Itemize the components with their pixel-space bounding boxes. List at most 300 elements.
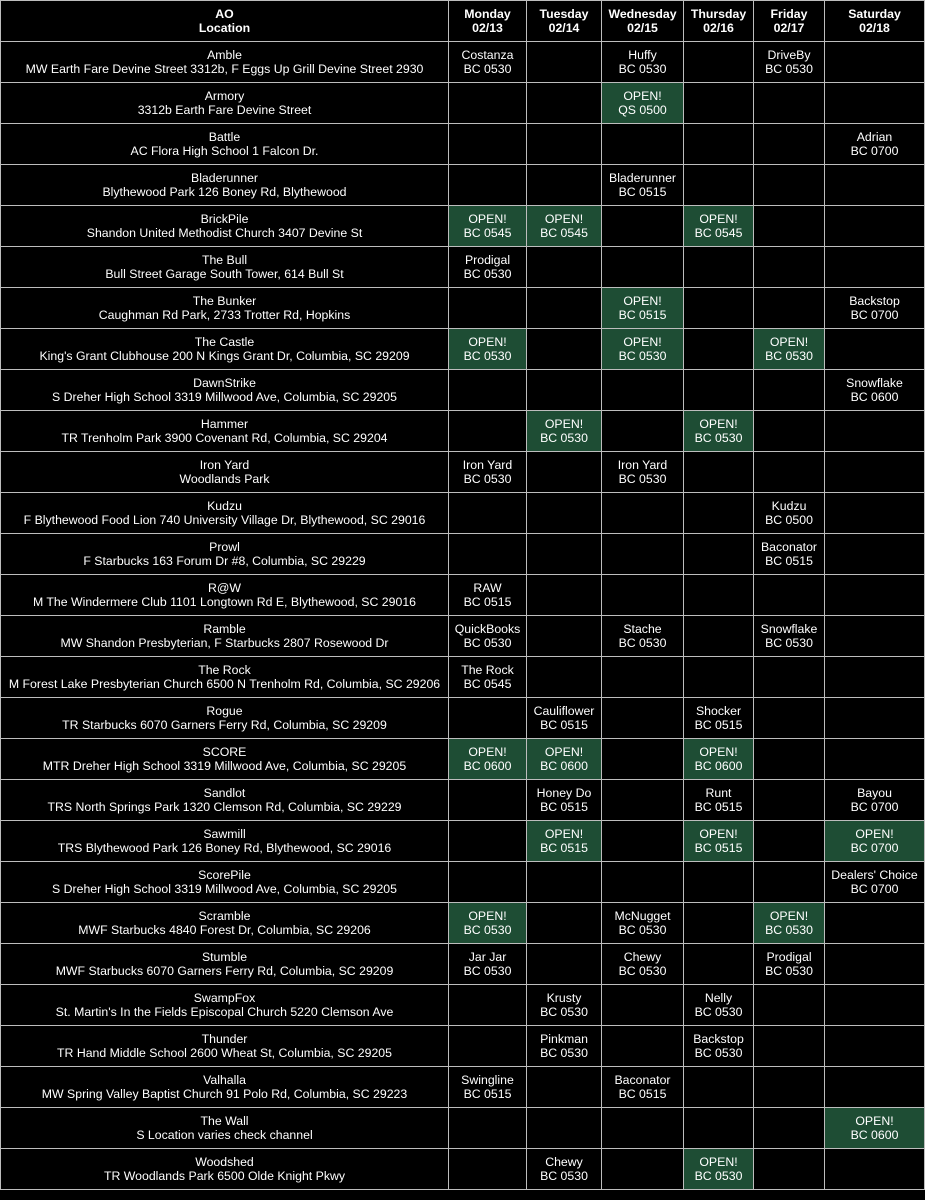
workout-time: BC 0700 xyxy=(850,144,899,158)
open-slot-cell xyxy=(602,83,684,124)
empty-cell xyxy=(684,165,754,206)
q-name: Prodigal xyxy=(464,253,511,267)
ao-location: TR Woodlands Park 6500 Olde Knight Pkwy xyxy=(103,1169,346,1183)
empty-cell xyxy=(449,370,527,411)
q-assignment-cell xyxy=(449,452,527,493)
workout-time: BC 0515 xyxy=(463,595,512,609)
empty-cell xyxy=(684,534,754,575)
q-assignment-cell xyxy=(527,1149,602,1190)
q-assignment-cell xyxy=(754,493,825,534)
workout-time: BC 0545 xyxy=(540,226,588,240)
workout-time: BC 0530 xyxy=(694,1046,743,1060)
table-row xyxy=(1,903,925,944)
empty-cell xyxy=(602,1149,684,1190)
header-day-tuesday xyxy=(527,1,602,42)
header-day-saturday xyxy=(825,1,925,42)
q-name: Bayou xyxy=(857,786,892,800)
q-assignment-cell xyxy=(449,42,527,83)
header-row xyxy=(1,1,925,42)
workout-time: BC 0515 xyxy=(765,554,813,568)
empty-cell xyxy=(684,42,754,83)
q-assignment-cell xyxy=(602,42,684,83)
ao-name: The Castle xyxy=(194,335,255,349)
ao-location-cell xyxy=(1,247,449,288)
q-name: Krusty xyxy=(546,991,582,1005)
empty-cell xyxy=(754,862,825,903)
q-assignment-cell xyxy=(825,288,925,329)
workout-time: BC 0530 xyxy=(463,636,512,650)
empty-cell xyxy=(449,985,527,1026)
empty-cell xyxy=(449,493,527,534)
table-row xyxy=(1,944,925,985)
empty-cell xyxy=(754,1108,825,1149)
q-name: Nelly xyxy=(704,991,733,1005)
header-day-thursday xyxy=(684,1,754,42)
empty-cell xyxy=(754,1149,825,1190)
q-name: Snowflake xyxy=(846,376,903,390)
q-assignment-cell xyxy=(527,698,602,739)
q-assignment-cell xyxy=(825,370,925,411)
empty-cell xyxy=(449,124,527,165)
ao-location: Shandon United Methodist Church 3407 Devine St xyxy=(86,226,363,240)
ao-location-cell xyxy=(1,698,449,739)
table-row xyxy=(1,862,925,903)
ao-name: DawnStrike xyxy=(193,376,256,390)
empty-cell xyxy=(527,616,602,657)
empty-cell xyxy=(754,739,825,780)
table-row xyxy=(1,1149,925,1190)
empty-cell xyxy=(684,329,754,370)
empty-cell xyxy=(527,370,602,411)
empty-cell xyxy=(684,288,754,329)
q-assignment-cell xyxy=(754,534,825,575)
open-slot-cell xyxy=(825,821,925,862)
open-slot-cell xyxy=(449,206,527,247)
q-assignment-cell xyxy=(684,985,754,1026)
ao-location-cell xyxy=(1,985,449,1026)
q-name: OPEN! xyxy=(623,335,662,349)
ao-name: Iron Yard xyxy=(199,458,250,472)
empty-cell xyxy=(754,288,825,329)
workout-time: BC 0530 xyxy=(540,1169,588,1183)
schedule-body xyxy=(1,42,925,1190)
q-name: OPEN! xyxy=(769,335,809,349)
q-name: OPEN! xyxy=(855,1114,894,1128)
empty-cell xyxy=(684,452,754,493)
workout-time: BC 0530 xyxy=(540,431,588,445)
empty-cell xyxy=(602,493,684,534)
ao-name: ScorePile xyxy=(198,868,251,882)
empty-cell xyxy=(684,1108,754,1149)
empty-cell xyxy=(602,411,684,452)
ao-location: TRS Blythewood Park 126 Boney Rd, Blythewood, SC 29016 xyxy=(57,841,392,855)
table-row xyxy=(1,165,925,206)
q-assignment-cell xyxy=(754,944,825,985)
day-date: 02/13 xyxy=(472,21,503,35)
q-name: OPEN! xyxy=(544,212,584,226)
ao-location: MW Earth Fare Devine Street 3312b, F Eggs Up Grill Devine Street 2930 xyxy=(25,62,424,76)
q-assignment-cell xyxy=(449,657,527,698)
ao-location: Bull Street Garage South Tower, 614 Bull St xyxy=(105,267,344,281)
ao-location: S Location varies check channel xyxy=(136,1128,313,1142)
empty-cell xyxy=(684,493,754,534)
empty-cell xyxy=(602,1026,684,1067)
open-slot-cell xyxy=(684,411,754,452)
empty-cell xyxy=(825,739,925,780)
empty-cell xyxy=(527,329,602,370)
q-name: OPEN! xyxy=(699,745,738,759)
ao-location: MWF Starbucks 6070 Garners Ferry Rd, Columbia, SC 29209 xyxy=(55,964,394,978)
ao-location: M Forest Lake Presbyterian Church 6500 N Trenholm Rd, Columbia, SC 29206 xyxy=(8,677,441,691)
header-ao-label: AO xyxy=(215,7,234,21)
q-assignment-cell xyxy=(602,452,684,493)
open-slot-cell xyxy=(754,903,825,944)
q-name: McNugget xyxy=(614,909,671,923)
q-assignment-cell xyxy=(527,780,602,821)
empty-cell xyxy=(825,247,925,288)
q-name: Dealers' Choice xyxy=(831,868,918,882)
workout-time: BC 0600 xyxy=(694,759,743,773)
empty-cell xyxy=(602,575,684,616)
open-slot-cell xyxy=(527,411,602,452)
empty-cell xyxy=(449,534,527,575)
empty-cell xyxy=(449,288,527,329)
q-name: Backstop xyxy=(849,294,900,308)
workout-time: BC 0515 xyxy=(694,841,743,855)
ao-location-cell xyxy=(1,1026,449,1067)
q-name: Huffy xyxy=(628,48,657,62)
empty-cell xyxy=(449,698,527,739)
empty-cell xyxy=(684,370,754,411)
empty-cell xyxy=(825,329,925,370)
ao-name: SwampFox xyxy=(193,991,256,1005)
q-assignment-cell xyxy=(825,124,925,165)
ao-name: Thunder xyxy=(201,1032,248,1046)
ao-location: F Blythewood Food Lion 740 University Village Dr, Blythewood, SC 29016 xyxy=(23,513,426,527)
workout-time: BC 0530 xyxy=(463,472,512,486)
empty-cell xyxy=(754,124,825,165)
open-slot-cell xyxy=(684,821,754,862)
q-name: OPEN! xyxy=(769,909,809,923)
empty-cell xyxy=(527,575,602,616)
table-row xyxy=(1,247,925,288)
empty-cell xyxy=(449,780,527,821)
day-name: Friday xyxy=(770,7,808,21)
empty-cell xyxy=(527,534,602,575)
ao-location-cell xyxy=(1,1067,449,1108)
workout-time: BC 0545 xyxy=(463,226,512,240)
workout-time: BC 0515 xyxy=(540,841,588,855)
empty-cell xyxy=(754,247,825,288)
empty-cell xyxy=(449,1108,527,1149)
q-assignment-cell xyxy=(449,247,527,288)
empty-cell xyxy=(449,1149,527,1190)
ao-location-cell xyxy=(1,124,449,165)
empty-cell xyxy=(754,1067,825,1108)
day-name: Wednesday xyxy=(608,7,677,21)
empty-cell xyxy=(754,452,825,493)
q-name: Snowflake xyxy=(760,622,818,636)
workout-time: BC 0530 xyxy=(765,964,813,978)
ao-location-cell xyxy=(1,493,449,534)
q-name: Bladerunner xyxy=(609,171,676,185)
empty-cell xyxy=(754,821,825,862)
ao-name: The Bull xyxy=(201,253,248,267)
empty-cell xyxy=(527,944,602,985)
ao-location: Caughman Rd Park, 2733 Trotter Rd, Hopkins xyxy=(98,308,351,322)
empty-cell xyxy=(527,42,602,83)
day-name: Monday xyxy=(464,7,511,21)
workout-time: BC 0530 xyxy=(694,431,743,445)
day-date: 02/16 xyxy=(703,21,734,35)
header-day-monday xyxy=(449,1,527,42)
workout-time: BC 0700 xyxy=(850,841,899,855)
day-date: 02/18 xyxy=(859,21,890,35)
workout-time: BC 0600 xyxy=(850,1128,899,1142)
ao-location: King's Grant Clubhouse 200 N Kings Grant Dr, Columbia, SC 29209 xyxy=(39,349,410,363)
q-assignment-cell xyxy=(754,42,825,83)
workout-time: BC 0530 xyxy=(540,1046,588,1060)
workout-time: BC 0530 xyxy=(618,964,667,978)
open-slot-cell xyxy=(754,329,825,370)
workout-time: BC 0600 xyxy=(463,759,512,773)
workout-time: BC 0530 xyxy=(618,636,667,650)
open-slot-cell xyxy=(602,288,684,329)
day-name: Thursday xyxy=(690,7,747,21)
header-day-friday xyxy=(754,1,825,42)
q-name: Runt xyxy=(705,786,732,800)
ao-location-cell xyxy=(1,739,449,780)
ao-name: Amble xyxy=(207,48,242,62)
workout-time: BC 0700 xyxy=(850,882,899,896)
empty-cell xyxy=(602,862,684,903)
ao-location-cell xyxy=(1,1108,449,1149)
table-row xyxy=(1,329,925,370)
empty-cell xyxy=(825,985,925,1026)
empty-cell xyxy=(527,288,602,329)
empty-cell xyxy=(684,616,754,657)
empty-cell xyxy=(527,1067,602,1108)
ao-location-cell xyxy=(1,534,449,575)
q-name: Adrian xyxy=(856,130,893,144)
empty-cell xyxy=(754,370,825,411)
empty-cell xyxy=(825,698,925,739)
empty-cell xyxy=(527,862,602,903)
q-name: OPEN! xyxy=(468,909,507,923)
header-ao-location xyxy=(1,1,449,42)
empty-cell xyxy=(602,698,684,739)
empty-cell xyxy=(825,206,925,247)
empty-cell xyxy=(449,411,527,452)
empty-cell xyxy=(602,370,684,411)
open-slot-cell xyxy=(449,903,527,944)
ao-location-cell xyxy=(1,821,449,862)
table-row xyxy=(1,42,925,83)
q-name: OPEN! xyxy=(468,335,507,349)
workout-time: BC 0530 xyxy=(618,472,667,486)
open-slot-cell xyxy=(825,1108,925,1149)
empty-cell xyxy=(825,83,925,124)
empty-cell xyxy=(754,575,825,616)
workout-time: BC 0515 xyxy=(694,800,743,814)
empty-cell xyxy=(527,657,602,698)
q-assignment-cell xyxy=(449,616,527,657)
empty-cell xyxy=(602,821,684,862)
table-row xyxy=(1,370,925,411)
day-date: 02/15 xyxy=(627,21,658,35)
ao-location-cell xyxy=(1,575,449,616)
ao-location: TRS North Springs Park 1320 Clemson Rd, Columbia, SC 29229 xyxy=(47,800,402,814)
ao-location-cell xyxy=(1,370,449,411)
q-name: Prodigal xyxy=(766,950,812,964)
q-name: Honey Do xyxy=(536,786,592,800)
empty-cell xyxy=(684,903,754,944)
q-name: OPEN! xyxy=(544,827,584,841)
q-name: Swingline xyxy=(461,1073,514,1087)
q-assignment-cell xyxy=(602,165,684,206)
empty-cell xyxy=(449,165,527,206)
ao-name: The Rock xyxy=(198,663,251,677)
q-name: Chewy xyxy=(623,950,662,964)
q-name: QuickBooks xyxy=(454,622,521,636)
q-name: Costanza xyxy=(461,48,514,62)
q-name: OPEN! xyxy=(468,745,507,759)
empty-cell xyxy=(825,534,925,575)
q-name: OPEN! xyxy=(544,745,584,759)
empty-cell xyxy=(527,452,602,493)
table-row xyxy=(1,985,925,1026)
ao-location: Woodlands Park xyxy=(179,472,270,486)
open-slot-cell xyxy=(449,329,527,370)
ao-location: TR Starbucks 6070 Garners Ferry Rd, Columbia, SC 29209 xyxy=(62,718,387,732)
empty-cell xyxy=(684,83,754,124)
workout-time: BC 0530 xyxy=(765,636,813,650)
empty-cell xyxy=(527,165,602,206)
ao-location-cell xyxy=(1,411,449,452)
header-day-wednesday xyxy=(602,1,684,42)
q-name: OPEN! xyxy=(699,212,738,226)
q-name: Baconator xyxy=(760,540,818,554)
table-row xyxy=(1,575,925,616)
q-name: OPEN! xyxy=(623,89,662,103)
empty-cell xyxy=(825,1149,925,1190)
table-row xyxy=(1,1026,925,1067)
q-name: DriveBy xyxy=(767,48,811,62)
q-name: OPEN! xyxy=(855,827,894,841)
empty-cell xyxy=(825,616,925,657)
workout-time: BC 0530 xyxy=(765,923,813,937)
open-slot-cell xyxy=(527,821,602,862)
workout-time: BC 0515 xyxy=(618,1087,667,1101)
empty-cell xyxy=(684,247,754,288)
empty-cell xyxy=(449,821,527,862)
empty-cell xyxy=(754,206,825,247)
q-assignment-cell xyxy=(684,780,754,821)
q-name: Baconator xyxy=(614,1073,671,1087)
q-assignment-cell xyxy=(602,903,684,944)
workout-time: BC 0530 xyxy=(463,62,512,76)
empty-cell xyxy=(684,657,754,698)
q-assignment-cell xyxy=(684,1026,754,1067)
q-assignment-cell xyxy=(527,1026,602,1067)
table-row xyxy=(1,411,925,452)
q-name: Chewy xyxy=(545,1155,583,1169)
empty-cell xyxy=(449,862,527,903)
q-name: OPEN! xyxy=(623,294,662,308)
q-name: OPEN! xyxy=(468,212,507,226)
ao-location: MTR Dreher High School 3319 Millwood Ave, Columbia, SC 29205 xyxy=(42,759,407,773)
empty-cell xyxy=(825,411,925,452)
table-row xyxy=(1,534,925,575)
q-name: OPEN! xyxy=(699,417,738,431)
workout-time: BC 0500 xyxy=(765,513,813,527)
table-row xyxy=(1,452,925,493)
ao-location-cell xyxy=(1,206,449,247)
ao-location: Blythewood Park 126 Boney Rd, Blythewood xyxy=(102,185,347,199)
ao-name: Kudzu xyxy=(207,499,242,513)
workout-time: BC 0700 xyxy=(850,308,899,322)
table-row xyxy=(1,657,925,698)
workout-time: BC 0530 xyxy=(694,1005,743,1019)
ao-name: Battle xyxy=(208,130,241,144)
workout-time: BC 0530 xyxy=(463,267,512,281)
q-assignment-cell xyxy=(754,616,825,657)
ao-name: The Wall xyxy=(200,1114,249,1128)
empty-cell xyxy=(602,534,684,575)
ao-location-cell xyxy=(1,83,449,124)
empty-cell xyxy=(527,493,602,534)
day-date: 02/17 xyxy=(773,21,805,35)
empty-cell xyxy=(527,247,602,288)
workout-time: BC 0600 xyxy=(850,390,899,404)
ao-location: S Dreher High School 3319 Millwood Ave, Columbia, SC 29205 xyxy=(52,882,397,896)
ao-location-cell xyxy=(1,452,449,493)
workout-time: BC 0515 xyxy=(463,1087,512,1101)
empty-cell xyxy=(527,124,602,165)
workout-time: BC 0530 xyxy=(463,923,512,937)
empty-cell xyxy=(754,698,825,739)
ao-location-cell xyxy=(1,1149,449,1190)
empty-cell xyxy=(602,1108,684,1149)
workout-time: BC 0530 xyxy=(463,349,512,363)
open-slot-cell xyxy=(527,206,602,247)
q-assignment-cell xyxy=(602,616,684,657)
ao-name: Stumble xyxy=(201,950,248,964)
q-assignment-cell xyxy=(684,698,754,739)
ao-location: M The Windermere Club 1101 Longtown Rd E, Blythewood, SC 29016 xyxy=(32,595,416,609)
workout-time: BC 0515 xyxy=(540,718,588,732)
q-assignment-cell xyxy=(825,780,925,821)
empty-cell xyxy=(527,1108,602,1149)
table-row xyxy=(1,616,925,657)
q-assignment-cell xyxy=(602,944,684,985)
ao-location-cell xyxy=(1,165,449,206)
ao-name: Sandlot xyxy=(203,786,246,800)
ao-location-cell xyxy=(1,657,449,698)
workout-time: BC 0515 xyxy=(694,718,743,732)
ao-location: MW Shandon Presbyterian, F Starbucks 2807 Rosewood Dr xyxy=(60,636,389,650)
table-row xyxy=(1,493,925,534)
empty-cell xyxy=(449,1026,527,1067)
workout-time: BC 0530 xyxy=(618,923,667,937)
open-slot-cell xyxy=(602,329,684,370)
table-row xyxy=(1,124,925,165)
table-row xyxy=(1,1108,925,1149)
open-slot-cell xyxy=(684,206,754,247)
day-name: Tuesday xyxy=(539,7,589,21)
empty-cell xyxy=(754,165,825,206)
ao-location: S Dreher High School 3319 Millwood Ave, Columbia, SC 29205 xyxy=(52,390,397,404)
